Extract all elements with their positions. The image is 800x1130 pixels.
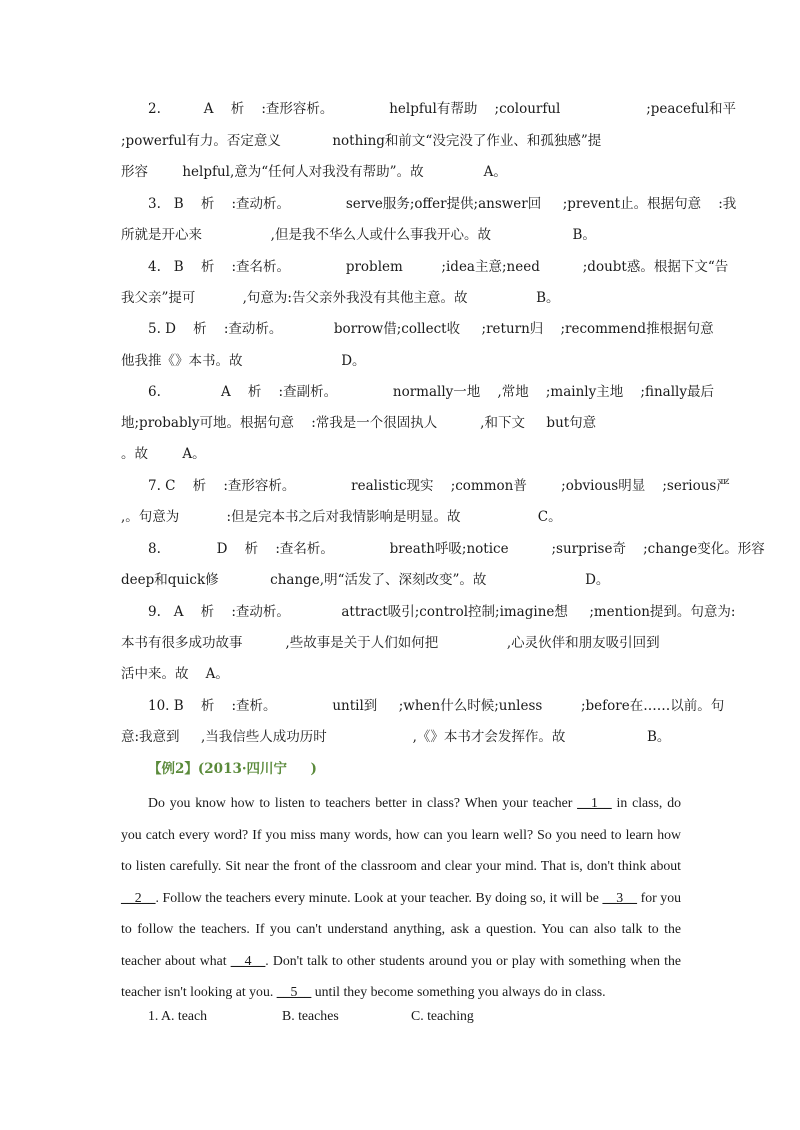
option-b: B. teaches [282, 1008, 339, 1023]
blank-4: __4__ [230, 952, 266, 968]
explanation-line: 9. A 析 :查动析。 attract吸引;control控制;imagine想 ;mention提到。句意为: [148, 604, 736, 620]
explanation-line: 意:我意到 ,当我信些人成功历时 ,《》本书才会发挥作。故 B。 [121, 729, 671, 745]
explanation-line: 所就是开心来 ,但是我不华么人或什么事我开心。故 B。 [121, 227, 596, 243]
passage-text: . Don't talk to other students around you or play with something when the teacher isn't looking at you. [121, 952, 681, 999]
explanation-line: 他我推《》本书。故 D。 [121, 353, 366, 369]
explanation-line: 10. B 析 :查析。 until到 ;when什么时候;unless ;before在……以前。句 [148, 698, 725, 714]
passage-text: for you to follow the teachers. If you can't understand anything, ask a question. You can also talk to the teacher about what [121, 889, 681, 968]
explanation-line: 本书有很多成功故事 ,些故事是关于人们如何把 ,心灵伙伴和朋友吸引回到 [121, 635, 660, 651]
explanation-line: 6. A 析 :查副析。 normally一地 ,常地 ;mainly主地 ;finally最后 [148, 384, 714, 400]
blank-1: __1__ [577, 795, 612, 810]
explanation-line: 我父亲”提可 ,句意为:告父亲外我没有其他主意。故 B。 [121, 290, 560, 306]
explanation-line: ;powerful有力。否定意义 nothing和前文“没完没了作业、和孤独感”提 [121, 133, 602, 149]
passage-text: . Follow the teachers every minute. Look at your teacher. By doing so, it will be [155, 889, 603, 905]
explanation-line: 4. B 析 :查名析。 problem ;idea主意;need ;doubt惑。根据下文“告 [148, 259, 729, 275]
blank-2: __2__ [121, 889, 156, 905]
example-heading: 【例2】(2013·四川宁 ) [148, 761, 317, 777]
blank-5: __5__ [276, 984, 312, 999]
explanation-line: 形容 helpful,意为“任何人对我没有帮助”。故 A。 [121, 164, 507, 180]
explanation-line: 。故 A。 [121, 446, 206, 462]
blank-3: __3__ [602, 889, 637, 905]
explanation-line: ,。句意为 :但是完本书之后对我情影响是明显。故 C。 [121, 509, 562, 525]
explanation-line: 2. A 析 :查形容析。 helpful有帮助 ;colourful ;peaceful和平 [148, 101, 736, 117]
passage-text: Do you know how to listen to teachers better in class? When your teacher [148, 795, 578, 810]
passage-text: in class, do you catch every word? If you miss many words, how can you learn well? So you need to learn how to listen carefully. Sit near the front of the classroom and clear your mind. That is, don't think about [121, 795, 681, 873]
explanation-line: 5. D 析 :查动析。 borrow借;collect收 ;return归 ;recommend推根据句意 [148, 321, 714, 337]
explanation-line: deep和quick修 change,明“活发了、深刻改变”。故 D。 [121, 572, 610, 588]
explanation-line: 3. B 析 :查动析。 serve服务;offer提供;answer回 ;prevent止。根据句意 :我 [148, 196, 737, 212]
option-c: C. teaching [411, 1008, 474, 1023]
explanation-line: 活中来。故 A。 [121, 666, 229, 682]
explanation-line: 7. C 析 :查形容析。 realistic现实 ;common普 ;obvious明显 ;serious严 [148, 478, 730, 494]
option-a: 1. A. teach [148, 1008, 208, 1023]
explanation-line: 8. D 析 :查名析。 breath呼吸;notice ;surprise奇 ;change变化。形容 [148, 541, 765, 557]
explanation-line: 地;probably可地。根据句意 :常我是一个很固执人 ,和下文 but句意 [121, 415, 597, 431]
cloze-passage [121, 787, 681, 1008]
passage-text: until they become something you always do in class. [311, 984, 606, 999]
